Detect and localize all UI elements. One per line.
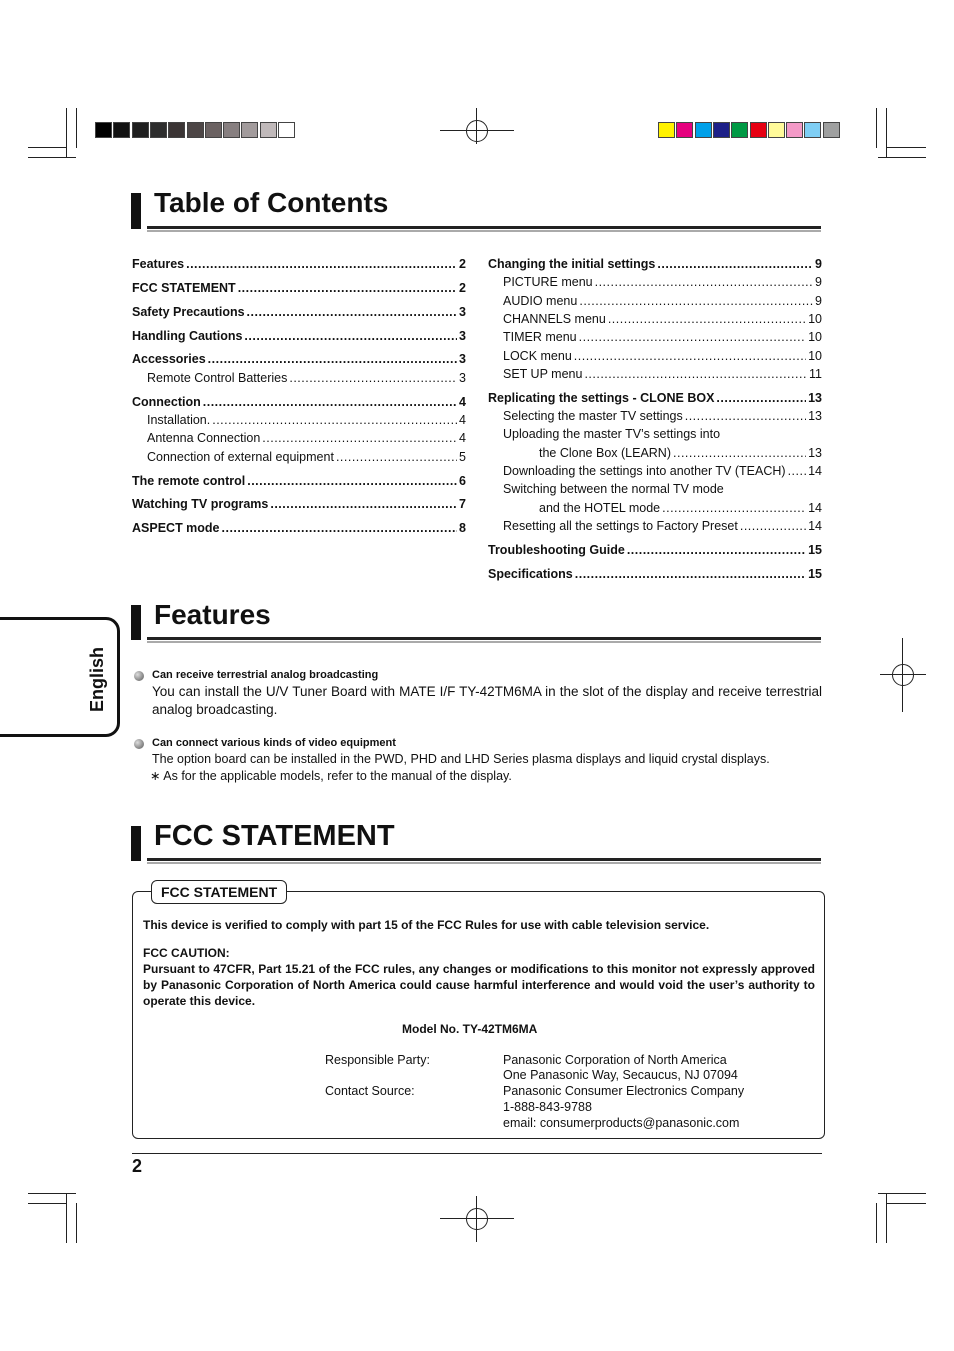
toc-entry-page: 15 xyxy=(808,567,822,581)
responsible-label: Responsible Party: xyxy=(325,1053,430,1067)
toc-entry-label: Safety Precautions xyxy=(132,305,245,319)
toc-entry-label: Selecting the master TV settings xyxy=(503,409,683,423)
toc-subentry xyxy=(503,367,822,381)
toc-entry-label: Antenna Connection xyxy=(147,431,261,445)
feature-body: The option board can be installed in the PWD, PHD and LHD Series plasma displays and liquid crystal displays. xyxy=(152,752,770,766)
toc-leader xyxy=(716,391,806,405)
toc-leader xyxy=(208,352,457,366)
toc-entry-label: Connection of external equipment xyxy=(147,450,334,464)
toc-subentry xyxy=(503,482,822,496)
contact-email: email: consumerproducts@panasonic.com xyxy=(503,1116,740,1130)
toc-entry-page: 14 xyxy=(808,464,822,478)
toc-entry xyxy=(488,543,822,557)
toc-leader xyxy=(289,371,457,385)
toc-subentry xyxy=(503,294,822,308)
toc-leader xyxy=(575,567,806,581)
grayscale-swatch xyxy=(260,122,277,138)
toc-entry-page: 14 xyxy=(808,519,822,533)
toc-leader xyxy=(673,446,806,460)
toc-entry-page: 10 xyxy=(808,330,822,344)
toc-entry-label: The remote control xyxy=(132,474,246,488)
toc-entry-label: LOCK menu xyxy=(503,349,572,363)
toc-entry-label: SET UP menu xyxy=(503,367,583,381)
grayscale-swatch xyxy=(168,122,185,138)
fcc-caution-body: Pursuant to 47CFR, Part 15.21 of the FCC rules, any changes or modifications to this monitor not expressly approved by Panasonic Corporation of North America could cause harmful interference and would void the user’s authority to operate this device. xyxy=(143,962,815,1008)
contact-line: Panasonic Consumer Electronics Company xyxy=(503,1084,745,1098)
toc-subentry xyxy=(503,427,822,441)
toc-entry-page: 10 xyxy=(808,312,822,326)
toc-leader xyxy=(212,413,457,427)
toc-entry-label: the Clone Box (LEARN) xyxy=(539,446,672,460)
grayscale-swatch xyxy=(113,122,130,138)
toc-entry-label: Resetting all the settings to Factory Preset xyxy=(503,519,738,533)
toc-subentry xyxy=(503,464,822,478)
footer-rule xyxy=(132,1153,822,1154)
toc-leader xyxy=(203,395,457,409)
toc-entry xyxy=(132,305,466,319)
contact-line: 1-888-843-9788 xyxy=(503,1100,592,1114)
fcc-caution-title: FCC CAUTION: xyxy=(143,946,230,960)
feature-body: You can install the U/V Tuner Board with MATE I/F TY-42TM6MA in the slot of the display and receive terrestrial analog broadcasting. xyxy=(152,684,822,717)
toc-entry-page: 5 xyxy=(459,450,466,464)
page-title: Table of Contents xyxy=(154,187,389,218)
color-swatch xyxy=(823,122,840,138)
registration-mark-icon xyxy=(466,1208,488,1230)
toc-entry-page: 9 xyxy=(815,257,822,271)
fcc-header xyxy=(131,820,821,861)
responsible-line: One Panasonic Way, Secaucus, NJ 07094 xyxy=(503,1068,738,1082)
feature-heading: Can connect various kinds of video equipment xyxy=(152,737,396,749)
fcc-paragraph: This device is verified to comply with part 15 of the FCC Rules for use with cable television service. xyxy=(143,918,710,932)
toc-entry-label: Remote Control Batteries xyxy=(147,371,288,385)
toc-entry-label: Handling Cautions xyxy=(132,329,243,343)
toc-entry-page: 13 xyxy=(808,391,822,405)
toc-entry-label: AUDIO menu xyxy=(503,294,578,308)
toc-entry-label: Switching between the normal TV mode xyxy=(503,482,724,496)
toc-entry-page: 3 xyxy=(459,352,466,366)
toc-entry-label: TIMER menu xyxy=(503,330,577,344)
toc-entry-label: Changing the initial settings xyxy=(488,257,656,271)
toc-entry-page: 11 xyxy=(809,367,822,381)
toc-subentry xyxy=(147,413,466,427)
toc-leader xyxy=(579,330,806,344)
toc-entry-page: 4 xyxy=(459,395,466,409)
toc-entry-page: 14 xyxy=(808,501,822,515)
toc-entry-page: 9 xyxy=(815,294,822,308)
toc-entry-page: 2 xyxy=(459,281,466,295)
toc-leader xyxy=(595,275,813,289)
toc-leader xyxy=(740,519,806,533)
toc-entry xyxy=(488,257,822,271)
section-title: FCC STATEMENT xyxy=(154,820,395,852)
toc-subentry xyxy=(503,409,822,423)
registration-mark-icon xyxy=(892,664,914,686)
toc-subentry xyxy=(503,275,822,289)
grayscale-swatch xyxy=(150,122,167,138)
color-swatch xyxy=(731,122,748,138)
toc-entry-label: Replicating the settings - CLONE BOX xyxy=(488,391,715,405)
grayscale-swatch xyxy=(132,122,149,138)
toc-leader xyxy=(788,464,807,478)
color-swatch xyxy=(676,122,693,138)
toc-entry xyxy=(132,329,466,343)
toc-subentry xyxy=(147,431,466,445)
toc-subentry xyxy=(503,330,822,344)
toc-entry-label: Installation. xyxy=(147,413,211,427)
toc-subentry xyxy=(147,371,466,385)
color-swatch xyxy=(786,122,803,138)
color-swatch xyxy=(804,122,821,138)
bullet-icon xyxy=(134,739,144,749)
toc-entry-label: PICTURE menu xyxy=(503,275,593,289)
color-swatch xyxy=(750,122,767,138)
toc-entry-page: 13 xyxy=(808,446,822,460)
toc-subentry xyxy=(503,519,822,533)
color-swatch xyxy=(713,122,730,138)
color-swatch xyxy=(658,122,675,138)
toc-leader xyxy=(262,431,457,445)
toc-entry-page: 3 xyxy=(459,371,466,385)
grayscale-swatch xyxy=(278,122,295,138)
grayscale-swatch xyxy=(205,122,222,138)
registration-mark-icon xyxy=(466,120,488,142)
toc-leader xyxy=(608,312,806,326)
toc-header xyxy=(131,187,821,229)
toc-entry xyxy=(132,281,466,295)
toc-entry-page: 3 xyxy=(459,329,466,343)
toc-entry-page: 15 xyxy=(808,543,822,557)
feature-note: ∗ As for the applicable models, refer to the manual of the display. xyxy=(150,769,512,783)
toc-entry-page: 9 xyxy=(815,275,822,289)
toc-leader xyxy=(627,543,806,557)
toc-subentry xyxy=(147,450,466,464)
toc-entry-label: and the HOTEL mode xyxy=(539,501,661,515)
toc-leader xyxy=(336,450,457,464)
toc-entry-page: 10 xyxy=(808,349,822,363)
toc-entry xyxy=(132,352,466,366)
toc-entry-label: Connection xyxy=(132,395,201,409)
toc-entry-label: Accessories xyxy=(132,352,206,366)
toc-entry xyxy=(132,395,466,409)
toc-subentry xyxy=(503,349,822,363)
toc-entry-label: CHANNELS menu xyxy=(503,312,606,326)
toc-leader xyxy=(247,474,457,488)
fcc-box-label: FCC STATEMENT xyxy=(151,880,287,904)
toc-entry xyxy=(132,497,466,511)
color-swatch xyxy=(695,122,712,138)
toc-entry-label: Troubleshooting Guide xyxy=(488,543,625,557)
toc-leader xyxy=(222,521,458,535)
toc-subentry xyxy=(539,501,822,515)
color-swatch xyxy=(768,122,785,138)
toc-entry-label: Uploading the master TV’s settings into xyxy=(503,427,721,441)
toc-leader xyxy=(270,497,457,511)
toc-leader xyxy=(186,257,457,271)
features-header xyxy=(131,599,821,640)
feature-heading: Can receive terrestrial analog broadcasting xyxy=(152,669,379,681)
language-tab-label: English xyxy=(87,646,107,712)
contact-label: Contact Source: xyxy=(325,1084,415,1098)
toc-entry-page: 4 xyxy=(459,431,466,445)
toc-leader xyxy=(238,281,457,295)
toc-entry-label: Watching TV programs xyxy=(132,497,269,511)
toc-leader xyxy=(579,294,813,308)
toc-entry xyxy=(132,474,466,488)
toc-subentry xyxy=(503,312,822,326)
section-title: Features xyxy=(154,599,271,630)
toc-leader xyxy=(584,367,807,381)
toc-subentry xyxy=(539,446,822,460)
toc-leader xyxy=(244,329,457,343)
toc-entry xyxy=(132,521,466,535)
toc-entry-page: 8 xyxy=(459,521,466,535)
page-number: 2 xyxy=(132,1156,143,1176)
toc-leader xyxy=(657,257,813,271)
toc-leader xyxy=(662,501,806,515)
grayscale-swatch xyxy=(187,122,204,138)
toc-entry-page: 6 xyxy=(459,474,466,488)
toc-entry-label: FCC STATEMENT xyxy=(132,281,236,295)
model-number: Model No. TY-42TM6MA xyxy=(402,1022,538,1036)
grayscale-swatch xyxy=(223,122,240,138)
toc-entry-page: 2 xyxy=(459,257,466,271)
toc-entry-label: Features xyxy=(132,257,185,271)
toc-entry-page: 7 xyxy=(459,497,466,511)
toc-entry-page: 13 xyxy=(808,409,822,423)
toc-leader xyxy=(247,305,458,319)
toc-entry-label: Specifications xyxy=(488,567,573,581)
responsible-line: Panasonic Corporation of North America xyxy=(503,1053,727,1067)
toc-entry xyxy=(488,391,822,405)
toc-entry xyxy=(132,257,466,271)
grayscale-swatch xyxy=(95,122,112,138)
toc-entry-label: Downloading the settings into another TV (TEACH) xyxy=(503,464,786,478)
toc-entry-page: 4 xyxy=(459,413,466,427)
toc-entry-page: 3 xyxy=(459,305,466,319)
toc-entry xyxy=(488,567,822,581)
toc-leader xyxy=(685,409,806,423)
toc-leader xyxy=(574,349,806,363)
grayscale-swatch xyxy=(241,122,258,138)
toc-entry-label: ASPECT mode xyxy=(132,521,220,535)
bullet-icon xyxy=(134,671,144,681)
